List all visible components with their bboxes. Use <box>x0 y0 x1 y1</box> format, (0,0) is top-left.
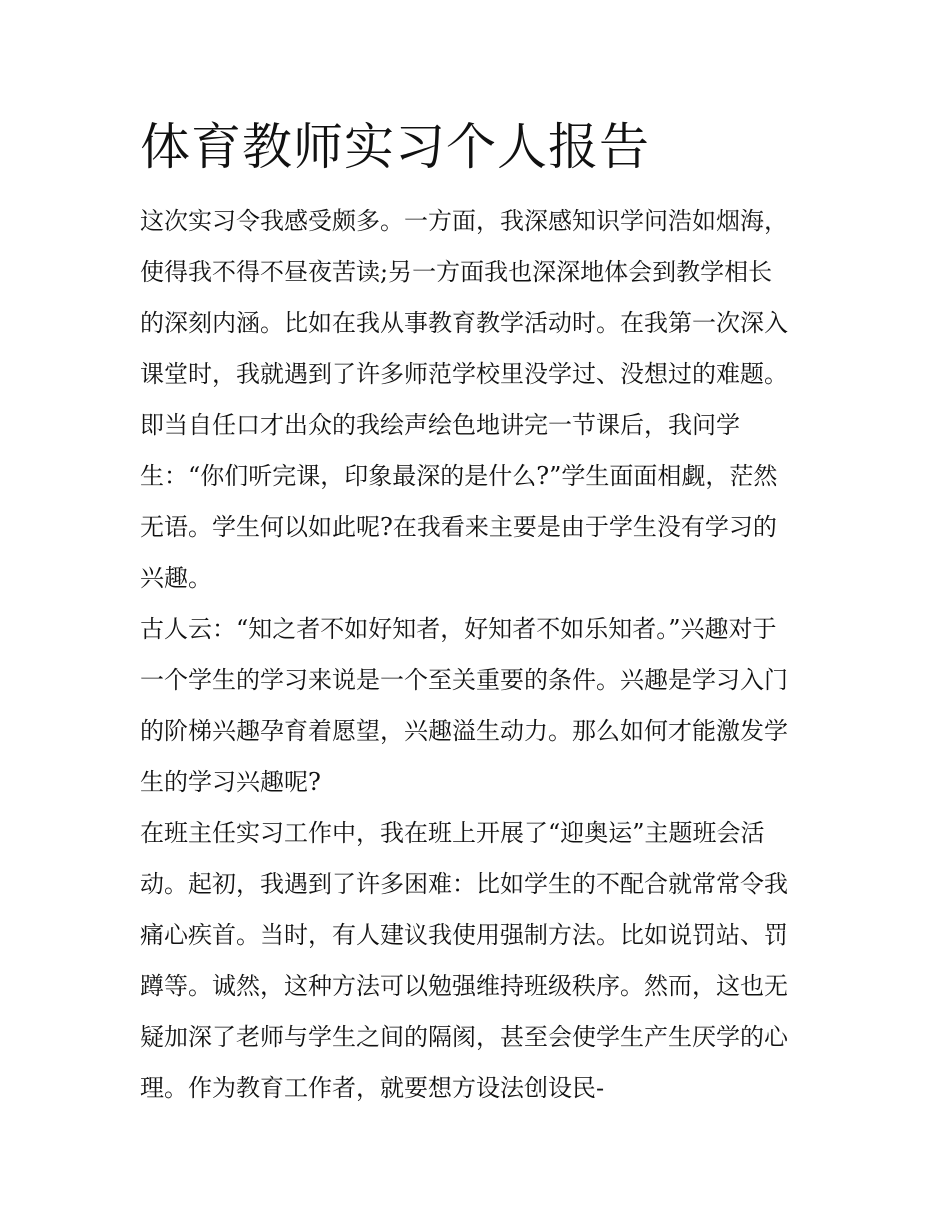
text-line: 在班主任实习工作中，我在班上开展了“迎奥运”主题班会活 <box>140 819 765 847</box>
text-line: 痛心疾首。当时，有人建议我使用强制方法。比如说罚站、罚 <box>140 921 788 949</box>
text-line: 无语。学生何以如此呢?在我看来主要是由于学生没有学习的 <box>140 513 777 541</box>
document-body <box>140 196 820 1114</box>
text-line: 疑加深了老师与学生之间的隔阂，甚至会使学生产生厌学的心 <box>140 1023 788 1051</box>
text-line: 蹲等。诚然，这种方法可以勉强维持班级秩序。然而，这也无 <box>140 972 788 1000</box>
text-line: 课堂时，我就遇到了许多师范学校里没学过、没想过的难题。 <box>140 360 788 388</box>
text-line: 兴趣。 <box>140 564 212 592</box>
text-line: 生的学习兴趣呢? <box>140 768 321 796</box>
text-line: 一个学生的学习来说是一个至关重要的条件。兴趣是学习入门 <box>140 666 788 694</box>
text-line: 即当自任口才出众的我绘声绘色地讲完一节课后，我问学 <box>140 411 740 439</box>
text-line: 古人云：“知之者不如好知者，好知者不如乐知者。”兴趣对于 <box>140 615 777 643</box>
document-title: 体育教师实习个人报告 <box>140 118 650 176</box>
text-line: 理。作为教育工作者，就要想方设法创设民- <box>140 1074 605 1102</box>
text-line: 的阶梯兴趣孕育着愿望，兴趣溢生动力。那么如何才能激发学 <box>140 717 788 745</box>
text-line: 的深刻内涵。比如在我从事教育教学活动时。在我第一次深入 <box>140 309 788 337</box>
text-line: 动。起初，我遇到了许多困难：比如学生的不配合就常常令我 <box>140 870 788 898</box>
text-line: 生：“你们听完课，印象最深的是什么?”学生面面相觑，茫然 <box>140 462 778 490</box>
text-line: 使得我不得不昼夜苦读;另一方面我也深深地体会到教学相长 <box>140 258 773 286</box>
text-line: 这次实习令我感受颇多。一方面，我深感知识学问浩如烟海， <box>140 207 788 235</box>
